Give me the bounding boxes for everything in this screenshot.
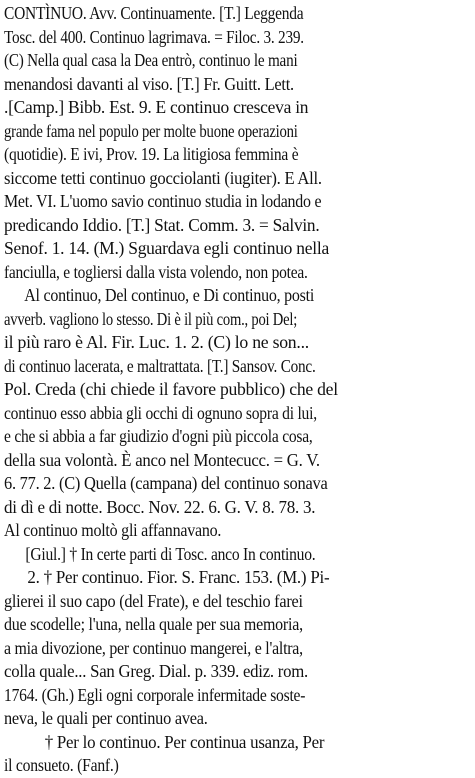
- entry-line: Al continuo, Del continuo, e Di continuo, posti: [24, 285, 315, 305]
- entry-line: fanciulla, e togliersi dalla vista volendo, non potea.: [4, 261, 308, 282]
- entry-line: Al continuo moltò gli affannavano.: [4, 520, 222, 540]
- entry-line: due scodelle; l'una, nella quale per sua memoria,: [4, 614, 303, 634]
- entry-line: avverb. vagliono lo stesso. Di è il più com., poi Del;: [4, 308, 298, 329]
- entry-line: [Giul.] † In certe parti di Tosc. anco In continuo.: [25, 543, 316, 564]
- entry-line: e che si abbia a far giudizio d'ogni più piccola cosa,: [4, 426, 313, 446]
- entry-line: (quotidie). E ivi, Prov. 19. La litigiosa femmina è: [4, 144, 299, 164]
- entry-line: di continuo lacerata, e maltrattata. [T.] Sansov. Conc.: [4, 355, 316, 376]
- entry-line: 2. † Per continuo. Fior. S. Franc. 153. (M.) Pi-: [27, 567, 330, 587]
- entry-line: il più raro è Al. Fir. Luc. 1. 2. (C) lo ne son...: [4, 332, 309, 352]
- entry-line: Met. VI. L'uomo savio continuo studia in lodando e: [4, 191, 322, 211]
- entry-line: il consueto. (Fanf.): [4, 755, 119, 775]
- entry-line: a mia divozione, per continuo mangerei, e l'altra,: [4, 637, 303, 658]
- entry-line: .[Camp.] Bibb. Est. 9. E continuo cresceva in: [4, 97, 309, 117]
- entry-line: Senof. 1. 14. (M.) Sguardava egli continuo nella: [4, 238, 329, 258]
- entry-line: † Per lo continuo. Per continua usanza, Per: [44, 731, 325, 752]
- entry-line: glierei il suo capo (del Frate), e del teschio farei: [4, 590, 303, 611]
- entry-line: continuo esso abbia gli occhi di ognuno sopra di lui,: [4, 402, 317, 423]
- entry-line: neva, le quali per continuo avea.: [4, 708, 208, 728]
- entry-line: di dì e di notte. Bocc. Nov. 22. 6. G. V. 8. 78. 3.: [4, 496, 316, 517]
- entry-line: della sua volontà. È anco nel Montecucc. = G. V.: [4, 449, 320, 470]
- entry-line: 1764. (Gh.) Egli ogni corporale infermitade soste-: [4, 684, 306, 705]
- entry-line: menandosi davanti al viso. [T.] Fr. Guitt. Lett.: [4, 73, 294, 94]
- entry-line: 6. 77. 2. (C) Quella (campana) del continuo sonava: [4, 473, 328, 493]
- entry-line: colla quale... San Greg. Dial. p. 339. ediz. rom.: [4, 661, 308, 681]
- entry-line: Tosc. del 400. Continuo lagrimava. = Filoc. 3. 239.: [4, 26, 304, 47]
- entry-line: predicando Iddio. [T.] Stat. Comm. 3. = Salvin.: [4, 214, 320, 235]
- entry-line: grande fama nel populo per molte buone operazioni: [4, 120, 298, 141]
- entry-line: (C) Nella qual casa la Dea entrò, continuo le mani: [4, 50, 298, 70]
- entry-line: siccome tetti continuo gocciolanti (iugiter). E All.: [4, 167, 322, 188]
- entry-line: Pol. Creda (chi chiede il favore pubblico) che del: [4, 379, 338, 399]
- entry-line: CONTÌNUO. Avv. Continuamente. [T.] Leggenda: [4, 3, 304, 23]
